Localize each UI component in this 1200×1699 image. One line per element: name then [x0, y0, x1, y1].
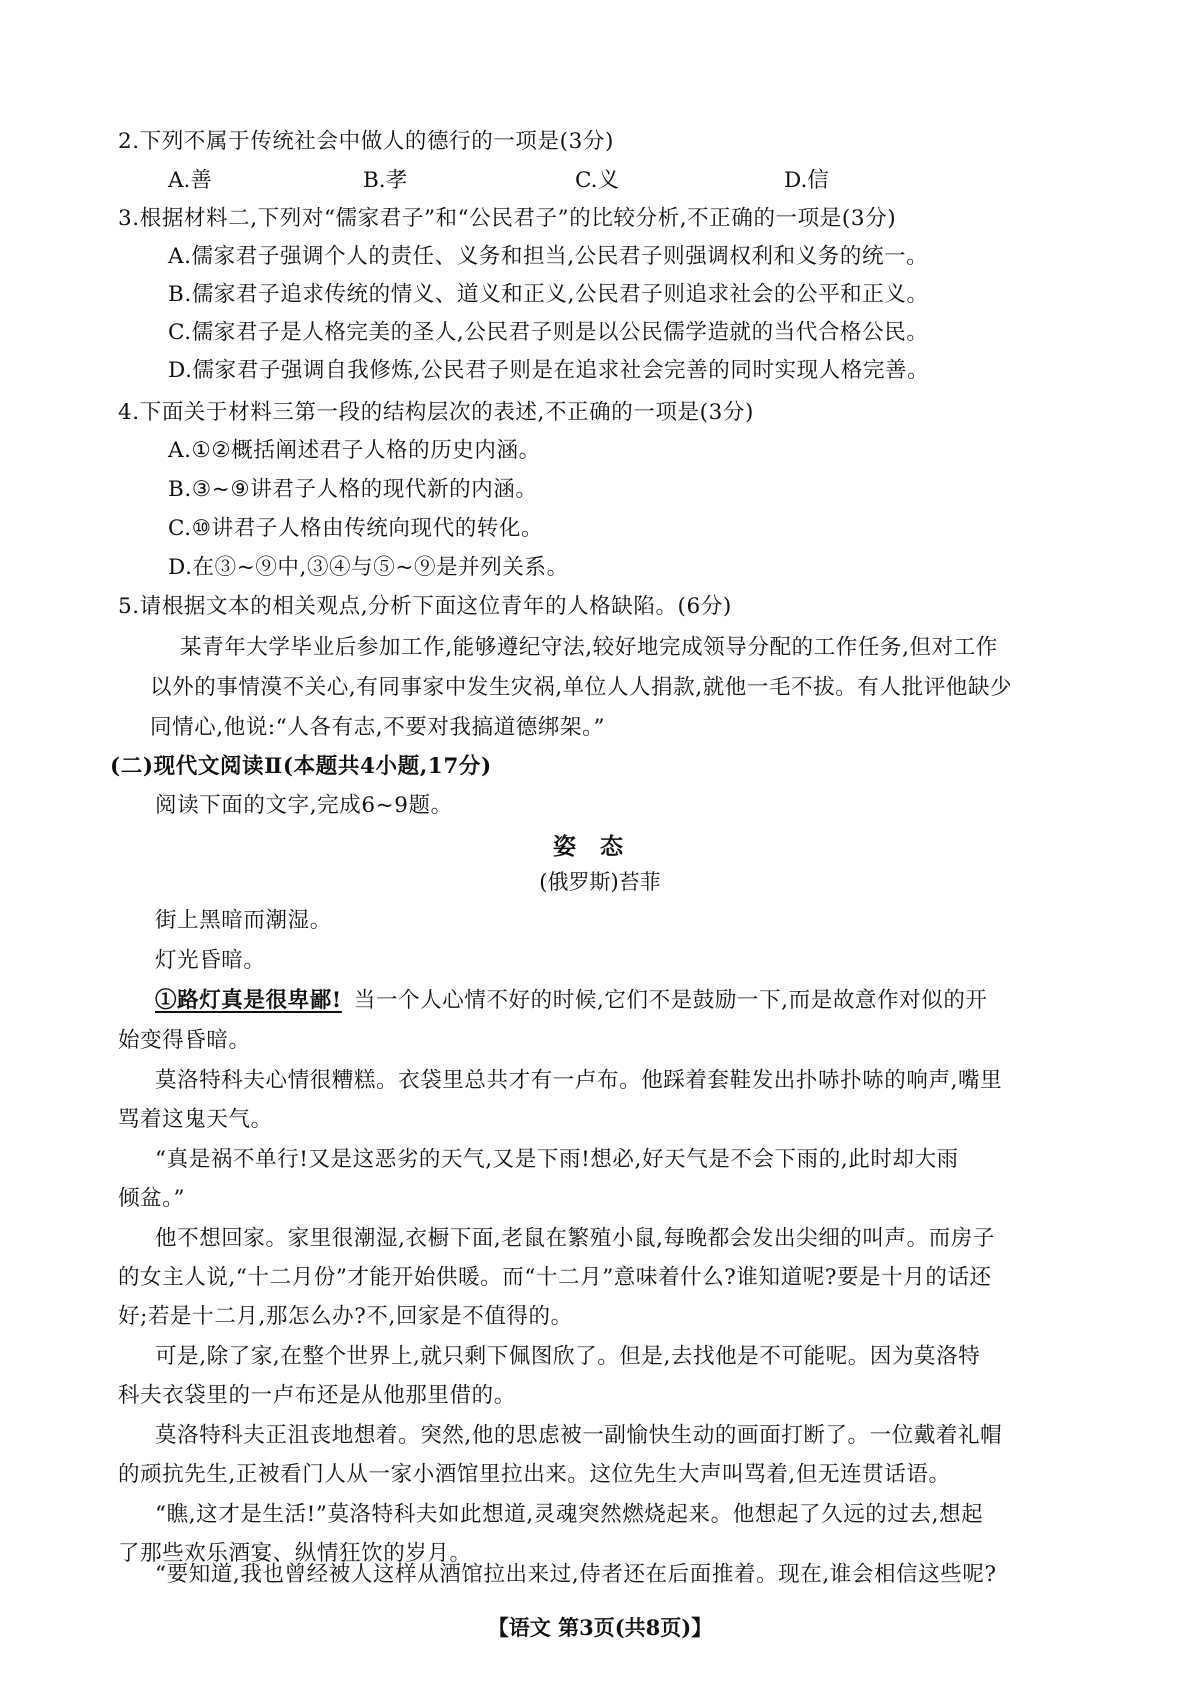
question-5-passage-line: 同情心,他说:“人各有志,不要对我搞道德绑架。” — [150, 715, 606, 740]
story-paragraph: 灯光昏暗。 — [155, 948, 266, 973]
question-5-passage-line: 某青年大学毕业后参加工作,能够遵纪守法,较好地完成领导分配的工作任务,但对工作 — [180, 635, 998, 660]
story-paragraph-cont: 的女主人说,“十二月份”才能开始供暖。而“十二月”意味着什么?谁知道呢?要是十月的话还 — [118, 1265, 992, 1290]
story-paragraph: 莫洛特科夫心情很糟糕。衣袋里总共才有一卢布。他踩着套鞋发出扑哧扑哧的响声,嘴里 — [155, 1068, 1003, 1093]
story-paragraph-cont: 骂着这鬼天气。 — [118, 1107, 273, 1132]
story-paragraph-cont: 科夫衣袋里的一卢布还是从他那里借的。 — [118, 1383, 516, 1408]
question-3-option-a: A.儒家君子强调个人的责任、义务和担当,公民君子则强调权利和义务的统一。 — [168, 244, 929, 269]
story-paragraph: 可是,除了家,在整个世界上,就只剩下佩图欣了。但是,去找他是不可能呢。因为莫洛特 — [155, 1344, 981, 1369]
section-instruction: 阅读下面的文字,完成6~9题。 — [155, 793, 453, 818]
story-paragraph-cont: 倾盆。” — [118, 1186, 186, 1211]
question-3-option-d: D.儒家君子强调自我修炼,公民君子则是在追求社会完善的同时实现人格完善。 — [168, 358, 930, 383]
story-paragraph: “真是祸不单行!又是这恶劣的天气,又是下雨!想必,好天气是不会下雨的,此时却大雨 — [155, 1147, 959, 1172]
question-4-option-d: D.在③~⑨中,③④与⑤~⑨是并列关系。 — [168, 555, 569, 580]
section-heading: (二)现代文阅读Ⅱ(本题共4小题,17分) — [110, 754, 492, 779]
question-4-stem: 4.下面关于材料三第一段的结构层次的表述,不正确的一项是(3分) — [118, 400, 755, 425]
option-b: B.孝 — [363, 168, 408, 193]
story-paragraph-cont: 始变得昏暗。 — [118, 1028, 251, 1053]
story-paragraph: “瞧,这才是生活!”莫洛特科夫如此想道,灵魂突然燃烧起来。他想起了久远的过去,想起 — [155, 1502, 984, 1527]
question-2-options — [168, 166, 928, 198]
story-paragraph: 街上黑暗而潮湿。 — [155, 908, 332, 933]
story-paragraph-cont: 的顽抗先生,正被看门人从一家小酒馆里拉出来。这位先生大声叫骂着,但无连贯话语。 — [118, 1462, 951, 1487]
story-paragraph-cont: 了那些欢乐酒宴、纵情狂饮的岁月。 — [118, 1541, 472, 1566]
question-4-option-a: A.①②概括阐述君子人格的历史内涵。 — [168, 438, 541, 463]
story-author: (俄罗斯)苔菲 — [539, 870, 661, 894]
question-3-option-c: C.儒家君子是人格完美的圣人,公民君子则是以公民儒学造就的当代合格公民。 — [168, 320, 929, 345]
question-3-option-b: B.儒家君子追求传统的情义、道义和正义,公民君子则追求社会的公平和正义。 — [168, 282, 929, 307]
story-paragraph: “要知道,我也曾经被人这样从酒馆拉出来过,侍者还在后面推着。现在,谁会相信这些呢? — [155, 1562, 997, 1587]
question-3-stem: 3.根据材料二,下列对“儒家君子”和“公民君子”的比较分析,不正确的一项是(3分) — [118, 206, 897, 231]
option-d: D.信 — [784, 168, 829, 193]
story-paragraph: 莫洛特科夫正沮丧地想着。突然,他的思虑被一副愉快生动的画面打断了。一位戴着礼帽 — [155, 1423, 1003, 1448]
question-5-passage-line: 以外的事情漠不关心,有同事家中发生灾祸,单位人人捐款,就他一毛不拔。有人批评他缺少 — [150, 675, 1013, 700]
story-paragraph-3 — [155, 986, 988, 1016]
question-4-option-b: B.③~⑨讲君子人格的现代新的内涵。 — [168, 477, 538, 502]
story-title: 姿态 — [553, 833, 647, 860]
story-text: 当一个人心情不好的时候,它们不是鼓励一下,而是故意作对似的开 — [353, 988, 988, 1013]
page-footer: 【语文 第3页(共8页)】 — [487, 1615, 713, 1640]
option-c: C.义 — [575, 168, 620, 193]
question-2-stem: 2.下列不属于传统社会中做人的德行的一项是(3分) — [118, 129, 614, 154]
underlined-sentence: ①路灯真是很卑鄙! — [155, 988, 342, 1013]
question-4-option-c: C.⑩讲君子人格由传统向现代的转化。 — [168, 516, 544, 541]
story-paragraph: 他不想回家。家里很潮湿,衣橱下面,老鼠在繁殖小鼠,每晚都会发出尖细的叫声。而房子 — [155, 1226, 996, 1251]
story-paragraph-cont: 好;若是十二月,那怎么办?不,回家是不值得的。 — [118, 1304, 573, 1329]
option-a: A.善 — [168, 168, 212, 193]
question-5-stem: 5.请根据文本的相关观点,分析下面这位青年的人格缺陷。(6分) — [118, 594, 732, 619]
